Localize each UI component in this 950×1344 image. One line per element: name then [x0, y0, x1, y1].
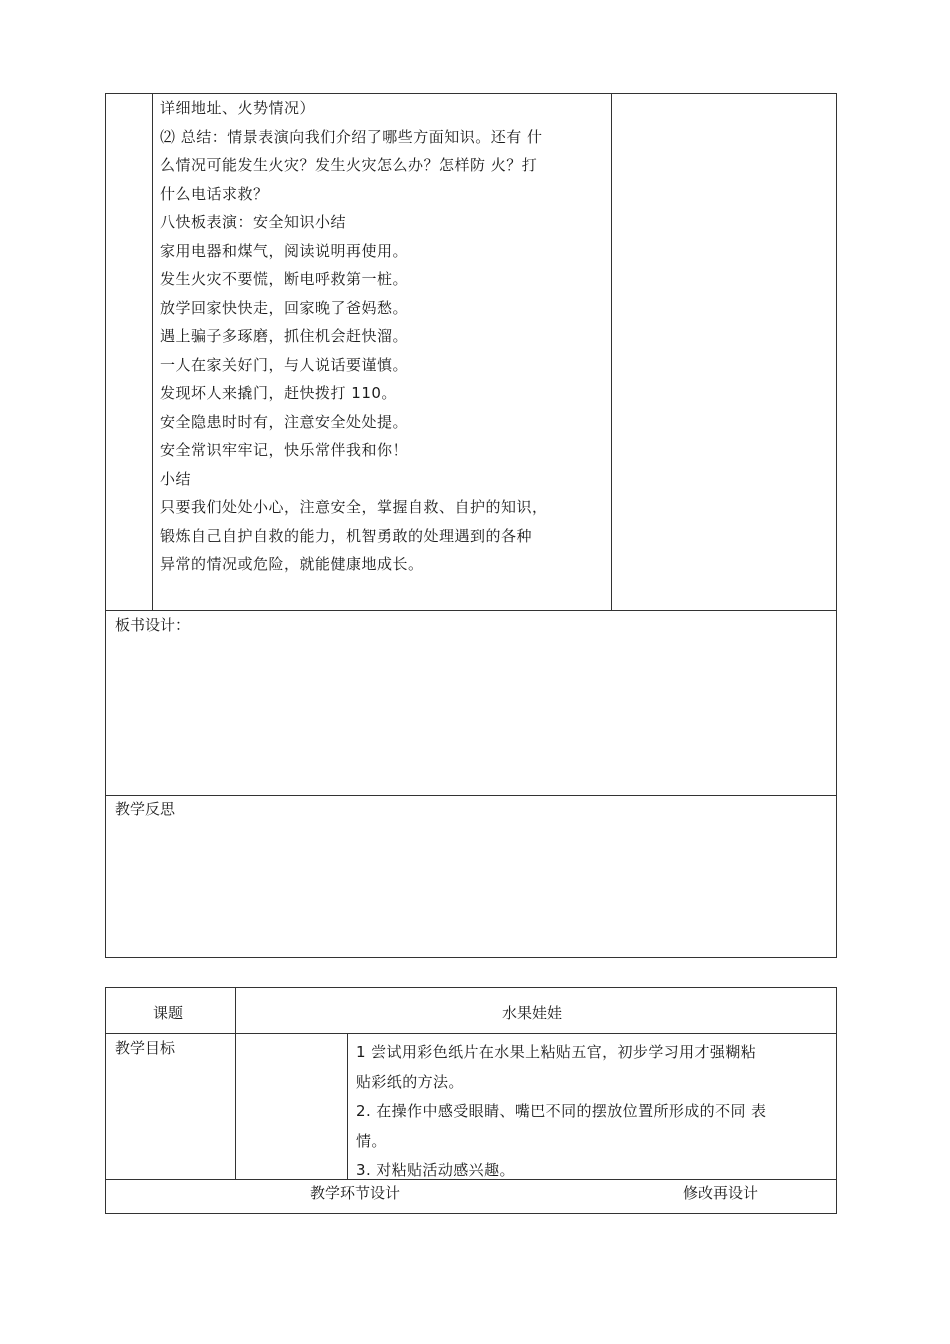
table-divider	[347, 1033, 348, 1180]
content-line: 什么电话求救？	[160, 184, 269, 203]
content-line: 么情况可能发生火灾？发生火灾怎么办？怎样防 火？打	[160, 156, 538, 174]
content-line: 一人在家关好门，与人说话要谨慎。	[160, 355, 409, 374]
content-line: 只要我们处处小心，注意安全，掌握自救、自护的知识，	[160, 498, 548, 516]
footer-left-label: 教学环节设计	[310, 1184, 401, 1202]
lesson-content	[160, 94, 548, 579]
goal-line: 1 尝试用彩色纸片在水果上粘贴五官，初步学习用才强糊粘	[356, 1043, 757, 1061]
table-divider	[235, 987, 236, 1180]
content-line: 发现坏人来撬门，赶快拨打 110。	[160, 384, 397, 402]
board-design-label: 板书设计：	[115, 616, 191, 634]
content-line: 锻炼自己自护自救的能力，机智勇敢的处理遇到的各种	[160, 526, 533, 545]
content-line: 家用电器和煤气，阅读说明再使用。	[160, 241, 409, 260]
table-divider	[105, 1033, 837, 1034]
goals-label: 教学目标	[115, 1039, 176, 1057]
footer-right-label: 修改再设计	[683, 1184, 759, 1202]
content-line: ⑵ 总结：情景表演向我们介绍了哪些方面知识。还有 什	[160, 127, 543, 146]
table-divider	[152, 93, 153, 611]
goal-line: 3. 对粘贴活动感兴趣。	[356, 1161, 515, 1179]
content-line: 发生火灾不要慌，断电呼救第一桩。	[160, 270, 409, 288]
goals-list	[356, 1038, 766, 1186]
content-line: 放学回家快快走，回家晚了爸妈愁。	[160, 298, 409, 317]
content-line: 八快板表演：安全知识小结	[160, 213, 347, 231]
content-line: 异常的情况或危险，就能健康地成长。	[160, 555, 424, 573]
content-line: 详细地址、火势情况）	[160, 99, 316, 117]
content-line: 安全隐患时时有，注意安全处处提。	[160, 412, 409, 431]
table-divider	[611, 93, 612, 611]
goal-line: 贴彩纸的方法。	[356, 1072, 464, 1091]
goal-line: 2. 在操作中感受眼睛、嘴巴不同的摆放位置所形成的不同 表	[356, 1102, 767, 1120]
content-line: 遇上骗子多琢磨，抓住机会赶快溜。	[160, 327, 409, 345]
topic-label: 课题	[153, 1004, 184, 1022]
table-divider	[105, 610, 837, 611]
content-line: 小结	[160, 469, 192, 488]
topic-value: 水果娃娃	[502, 1004, 563, 1022]
content-line: 安全常识牢牢记，快乐常伴我和你！	[160, 441, 409, 459]
goal-line: 情。	[356, 1131, 387, 1150]
reflection-label: 教学反思	[115, 800, 176, 818]
table-divider	[105, 795, 837, 796]
